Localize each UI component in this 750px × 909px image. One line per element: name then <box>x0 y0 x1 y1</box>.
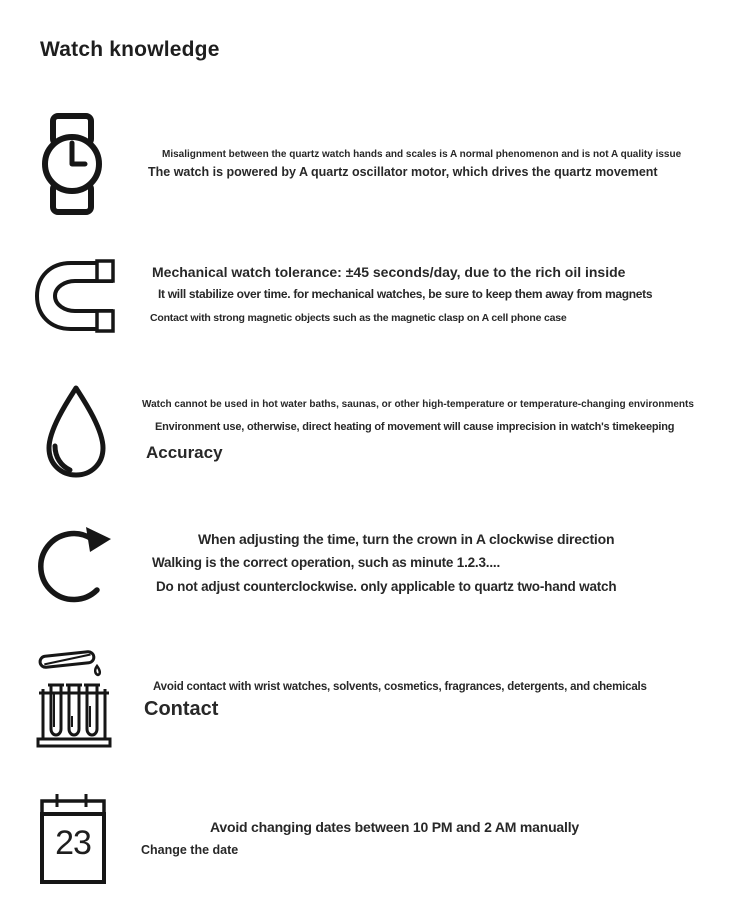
magnet-warning-line: It will stabilize over time. for mechanical watches, be sure to keep them away from magnets <box>158 287 653 301</box>
contact-heading: Contact <box>144 698 219 720</box>
calendar-day: 23 <box>55 824 91 862</box>
magnetic-contact-note: Contact with strong magnetic objects such as the magnetic clasp on A cell phone case <box>150 312 567 324</box>
clockwise-adjust-line: When adjusting the time, turn the crown in A clockwise direction <box>198 531 615 547</box>
change-date-heading: Change the date <box>141 843 239 857</box>
quartz-movement-line: The watch is powered by A quartz oscillator motor, which drives the quartz movement <box>148 165 658 179</box>
date-change-warning-line: Avoid changing dates between 10 PM and 2 AM manually <box>210 819 579 835</box>
hands-misalignment-note: Misalignment between the quartz watch hands and scales is A normal phenomenon and is not A quality issue <box>162 149 682 160</box>
correct-operation-line: Walking is the correct operation, such as minute 1.2.3.... <box>152 555 500 570</box>
test-tubes-icon <box>35 644 113 748</box>
page-title: Watch knowledge <box>40 38 220 61</box>
hot-water-warning-note: Watch cannot be used in hot water baths, saunas, or other high-temperature or temperature-changing environments <box>142 399 694 410</box>
chemicals-warning-line: Avoid contact with wrist watches, solvents, cosmetics, fragrances, detergents, and chemicals <box>153 681 647 693</box>
watch-icon <box>39 112 105 216</box>
magnet-icon <box>33 258 117 334</box>
water-drop-icon <box>40 383 112 480</box>
accuracy-heading: Accuracy <box>146 443 223 462</box>
no-counterclockwise-line: Do not adjust counterclockwise. only applicable to quartz two-hand watch <box>156 579 617 594</box>
heating-imprecision-line: Environment use, otherwise, direct heating of movement will cause imprecision in watch's timekeeping <box>155 421 675 433</box>
tolerance-line: Mechanical watch tolerance: ±45 seconds/day, due to the rich oil inside <box>152 264 626 280</box>
clockwise-arrow-icon <box>36 518 112 610</box>
